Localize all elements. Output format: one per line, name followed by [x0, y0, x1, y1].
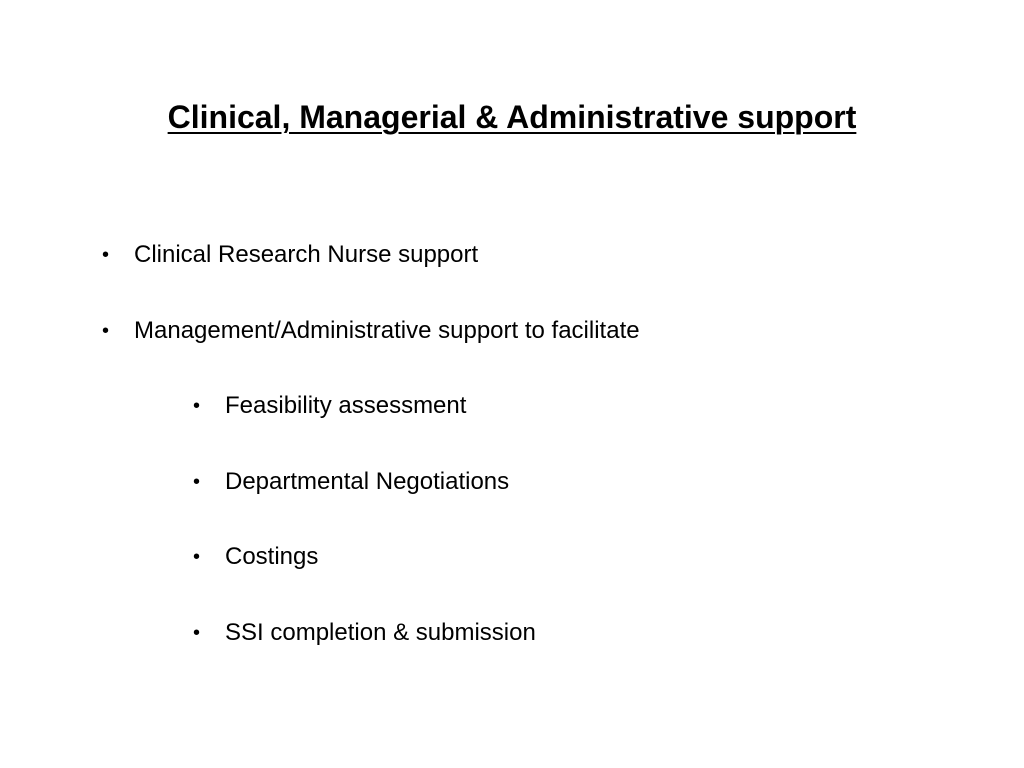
- bullet-dot-icon: •: [193, 395, 201, 417]
- bullet-dot-icon: •: [193, 622, 201, 644]
- bullet-dot-icon: •: [193, 471, 201, 493]
- bullet-text: Departmental Negotiations: [225, 468, 510, 495]
- bullet-dot-icon: •: [193, 546, 201, 568]
- bullet-text: Clinical Research Nurse support: [134, 241, 479, 268]
- bullet-text: SSI completion & submission: [225, 619, 536, 646]
- bullet-text: Management/Administrative support to facilitate: [134, 317, 640, 344]
- bullet-dot-icon: •: [102, 320, 110, 342]
- slide-title: Clinical, Managerial & Administrative support: [167, 99, 857, 135]
- bullet-text: Costings: [225, 543, 319, 570]
- bullet-dot-icon: •: [102, 244, 110, 266]
- bullet-text: Feasibility assessment: [225, 392, 467, 419]
